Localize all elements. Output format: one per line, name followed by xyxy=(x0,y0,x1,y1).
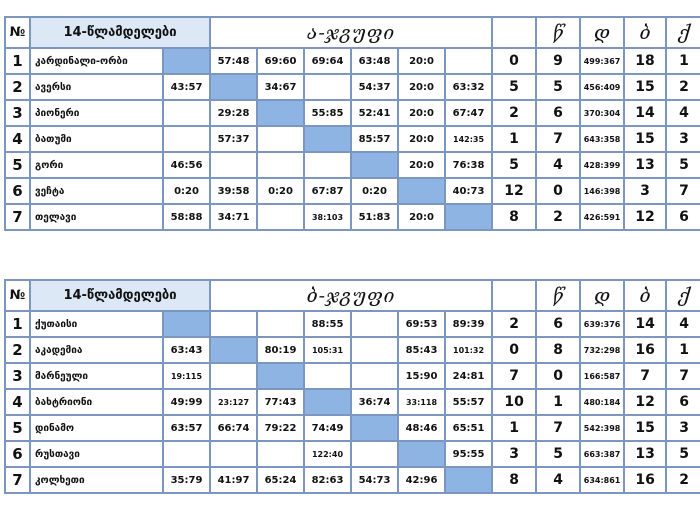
match-score: 54:73 xyxy=(351,467,398,493)
match-score: 51:83 xyxy=(351,204,398,230)
team-name: ბათუმი xyxy=(30,126,163,152)
team-name: გორი xyxy=(30,152,163,178)
team-row xyxy=(5,363,700,389)
team-number: 3 xyxy=(5,363,30,389)
match-score: 101:32 xyxy=(445,337,492,363)
match-score: 41:97 xyxy=(210,467,257,493)
team-number: 1 xyxy=(5,48,30,74)
match-score xyxy=(163,441,210,467)
self-match-cell xyxy=(445,467,492,493)
match-score: 74:49 xyxy=(304,415,351,441)
team-number: 2 xyxy=(5,337,30,363)
match-score: 19:115 xyxy=(163,363,210,389)
match-score: 80:19 xyxy=(257,337,304,363)
losses-count: 9 xyxy=(536,48,580,74)
match-score: 34:67 xyxy=(257,74,304,100)
team-number: 2 xyxy=(5,74,30,100)
self-match-cell xyxy=(351,152,398,178)
final-place: 1 xyxy=(666,337,700,363)
match-score xyxy=(351,363,398,389)
age-category-title: 14-წლამდელები xyxy=(30,17,210,48)
number-header: № xyxy=(5,17,30,48)
team-number: 4 xyxy=(5,126,30,152)
match-score: 33:118 xyxy=(398,389,445,415)
match-score: 40:73 xyxy=(445,178,492,204)
team-row xyxy=(5,467,700,493)
match-score: 85:57 xyxy=(351,126,398,152)
match-score: 34:71 xyxy=(210,204,257,230)
match-score: 20:0 xyxy=(398,204,445,230)
team-name: კარდინალი-ორბი xyxy=(30,48,163,74)
final-place: 6 xyxy=(666,389,700,415)
match-score: 77:43 xyxy=(257,389,304,415)
empty-header-cell xyxy=(492,280,536,311)
match-score xyxy=(163,100,210,126)
match-score: 20:0 xyxy=(398,100,445,126)
wins-count: 0 xyxy=(492,337,536,363)
self-match-cell xyxy=(257,100,304,126)
points-ratio: 634:861 xyxy=(580,467,624,493)
losses-count: 4 xyxy=(536,152,580,178)
final-place: 2 xyxy=(666,74,700,100)
team-row xyxy=(5,204,700,230)
final-place: 5 xyxy=(666,152,700,178)
match-score xyxy=(304,363,351,389)
self-match-cell xyxy=(210,74,257,100)
team-row xyxy=(5,415,700,441)
wins-count: 12 xyxy=(492,178,536,204)
group-a-table xyxy=(4,16,700,231)
column-header-q: ქ xyxy=(666,280,700,311)
total-points: 12 xyxy=(624,204,666,230)
self-match-cell xyxy=(210,337,257,363)
team-number: 7 xyxy=(5,467,30,493)
losses-count: 7 xyxy=(536,415,580,441)
total-points: 7 xyxy=(624,363,666,389)
losses-count: 8 xyxy=(536,337,580,363)
match-score xyxy=(351,337,398,363)
match-score xyxy=(351,311,398,337)
team-name: ბახტრიონი xyxy=(30,389,163,415)
match-score: 76:38 xyxy=(445,152,492,178)
group-b-table xyxy=(4,279,700,494)
age-category-title: 14-წლამდელები xyxy=(30,280,210,311)
match-score xyxy=(257,152,304,178)
losses-count: 2 xyxy=(536,204,580,230)
team-row xyxy=(5,100,700,126)
match-score xyxy=(210,363,257,389)
column-header-b: ბ xyxy=(624,280,666,311)
match-score: 15:90 xyxy=(398,363,445,389)
wins-count: 3 xyxy=(492,441,536,467)
final-place: 7 xyxy=(666,178,700,204)
self-match-cell xyxy=(445,204,492,230)
number-header: № xyxy=(5,280,30,311)
match-score: 42:96 xyxy=(398,467,445,493)
points-ratio: 643:358 xyxy=(580,126,624,152)
match-score: 0:20 xyxy=(351,178,398,204)
match-score xyxy=(304,152,351,178)
match-score: 54:37 xyxy=(351,74,398,100)
losses-count: 6 xyxy=(536,100,580,126)
points-ratio: 428:399 xyxy=(580,152,624,178)
match-score: 89:39 xyxy=(445,311,492,337)
self-match-cell xyxy=(163,48,210,74)
final-place: 3 xyxy=(666,126,700,152)
match-score: 58:88 xyxy=(163,204,210,230)
match-score: 63:57 xyxy=(163,415,210,441)
total-points: 15 xyxy=(624,74,666,100)
self-match-cell xyxy=(304,126,351,152)
match-score: 63:43 xyxy=(163,337,210,363)
losses-count: 4 xyxy=(536,467,580,493)
team-name: აკადემია xyxy=(30,337,163,363)
team-row xyxy=(5,311,700,337)
column-header-q: ქ xyxy=(666,17,700,48)
match-score: 65:51 xyxy=(445,415,492,441)
losses-count: 5 xyxy=(536,74,580,100)
match-score: 38:103 xyxy=(304,204,351,230)
total-points: 12 xyxy=(624,389,666,415)
match-score: 39:58 xyxy=(210,178,257,204)
match-score: 29:28 xyxy=(210,100,257,126)
match-score: 49:99 xyxy=(163,389,210,415)
team-name: თელავი xyxy=(30,204,163,230)
match-score: 105:31 xyxy=(304,337,351,363)
header-row xyxy=(5,17,700,48)
match-score: 55:57 xyxy=(445,389,492,415)
total-points: 14 xyxy=(624,311,666,337)
total-points: 15 xyxy=(624,126,666,152)
team-name: ავერსი xyxy=(30,74,163,100)
wins-count: 1 xyxy=(492,126,536,152)
self-match-cell xyxy=(398,178,445,204)
team-number: 5 xyxy=(5,152,30,178)
wins-count: 2 xyxy=(492,311,536,337)
column-header-d: დ xyxy=(580,17,624,48)
match-score xyxy=(257,126,304,152)
team-name: რუსთავი xyxy=(30,441,163,467)
column-header-b: ბ xyxy=(624,17,666,48)
match-score: 57:48 xyxy=(210,48,257,74)
team-number: 7 xyxy=(5,204,30,230)
match-score: 63:48 xyxy=(351,48,398,74)
total-points: 13 xyxy=(624,152,666,178)
team-row xyxy=(5,337,700,363)
team-name: ვეჩტა xyxy=(30,178,163,204)
match-score: 67:87 xyxy=(304,178,351,204)
points-ratio: 499:367 xyxy=(580,48,624,74)
self-match-cell xyxy=(398,441,445,467)
column-header-d: დ xyxy=(580,280,624,311)
standings-table xyxy=(4,16,700,231)
final-place: 6 xyxy=(666,204,700,230)
match-score: 69:60 xyxy=(257,48,304,74)
final-place: 5 xyxy=(666,441,700,467)
team-name: პიონერი xyxy=(30,100,163,126)
match-score xyxy=(210,311,257,337)
team-number: 3 xyxy=(5,100,30,126)
total-points: 15 xyxy=(624,415,666,441)
team-number: 4 xyxy=(5,389,30,415)
match-score: 46:56 xyxy=(163,152,210,178)
points-ratio: 639:376 xyxy=(580,311,624,337)
match-score: 36:74 xyxy=(351,389,398,415)
match-score xyxy=(257,204,304,230)
group-name: ა-ჯგუფი xyxy=(210,17,492,48)
team-row xyxy=(5,152,700,178)
self-match-cell xyxy=(351,415,398,441)
match-score xyxy=(210,152,257,178)
points-ratio: 166:587 xyxy=(580,363,624,389)
total-points: 3 xyxy=(624,178,666,204)
standings-table xyxy=(4,279,700,494)
match-score: 82:63 xyxy=(304,467,351,493)
final-place: 3 xyxy=(666,415,700,441)
match-score: 20:0 xyxy=(398,126,445,152)
match-score: 63:32 xyxy=(445,74,492,100)
match-score xyxy=(163,126,210,152)
team-name: ქუთაისი xyxy=(30,311,163,337)
match-score: 69:53 xyxy=(398,311,445,337)
points-ratio: 732:298 xyxy=(580,337,624,363)
team-row xyxy=(5,178,700,204)
final-place: 4 xyxy=(666,311,700,337)
wins-count: 1 xyxy=(492,415,536,441)
match-score xyxy=(304,74,351,100)
match-score: 67:47 xyxy=(445,100,492,126)
wins-count: 10 xyxy=(492,389,536,415)
match-score: 20:0 xyxy=(398,74,445,100)
final-place: 7 xyxy=(666,363,700,389)
team-name: მარნეული xyxy=(30,363,163,389)
match-score: 0:20 xyxy=(257,178,304,204)
match-score xyxy=(257,441,304,467)
match-score: 52:41 xyxy=(351,100,398,126)
team-name: დინამო xyxy=(30,415,163,441)
total-points: 16 xyxy=(624,337,666,363)
match-score: 0:20 xyxy=(163,178,210,204)
total-points: 14 xyxy=(624,100,666,126)
points-ratio: 456:409 xyxy=(580,74,624,100)
match-score: 95:55 xyxy=(445,441,492,467)
team-row xyxy=(5,48,700,74)
self-match-cell xyxy=(163,311,210,337)
losses-count: 6 xyxy=(536,311,580,337)
match-score: 20:0 xyxy=(398,48,445,74)
match-score: 20:0 xyxy=(398,152,445,178)
match-score: 57:37 xyxy=(210,126,257,152)
losses-count: 1 xyxy=(536,389,580,415)
points-ratio: 370:304 xyxy=(580,100,624,126)
header-row xyxy=(5,280,700,311)
points-ratio: 146:398 xyxy=(580,178,624,204)
total-points: 16 xyxy=(624,467,666,493)
group-name: ბ-ჯგუფი xyxy=(210,280,492,311)
empty-header-cell xyxy=(492,17,536,48)
match-score: 65:24 xyxy=(257,467,304,493)
match-score: 66:74 xyxy=(210,415,257,441)
match-score xyxy=(351,441,398,467)
team-row xyxy=(5,74,700,100)
self-match-cell xyxy=(257,363,304,389)
column-header-w: წ xyxy=(536,17,580,48)
match-score xyxy=(257,311,304,337)
losses-count: 0 xyxy=(536,178,580,204)
column-header-w: წ xyxy=(536,280,580,311)
wins-count: 5 xyxy=(492,152,536,178)
match-score: 24:81 xyxy=(445,363,492,389)
match-score xyxy=(210,441,257,467)
wins-count: 8 xyxy=(492,204,536,230)
match-score: 43:57 xyxy=(163,74,210,100)
match-score: 55:85 xyxy=(304,100,351,126)
team-row xyxy=(5,389,700,415)
points-ratio: 542:398 xyxy=(580,415,624,441)
team-row xyxy=(5,126,700,152)
total-points: 18 xyxy=(624,48,666,74)
losses-count: 0 xyxy=(536,363,580,389)
match-score: 142:35 xyxy=(445,126,492,152)
total-points: 13 xyxy=(624,441,666,467)
losses-count: 5 xyxy=(536,441,580,467)
match-score: 35:79 xyxy=(163,467,210,493)
final-place: 4 xyxy=(666,100,700,126)
wins-count: 7 xyxy=(492,363,536,389)
match-score: 85:43 xyxy=(398,337,445,363)
final-place: 2 xyxy=(666,467,700,493)
final-place: 1 xyxy=(666,48,700,74)
team-number: 1 xyxy=(5,311,30,337)
match-score: 122:40 xyxy=(304,441,351,467)
team-number: 5 xyxy=(5,415,30,441)
wins-count: 0 xyxy=(492,48,536,74)
points-ratio: 426:591 xyxy=(580,204,624,230)
match-score: 79:22 xyxy=(257,415,304,441)
match-score: 88:55 xyxy=(304,311,351,337)
team-name: კოლხეთი xyxy=(30,467,163,493)
wins-count: 5 xyxy=(492,74,536,100)
team-number: 6 xyxy=(5,178,30,204)
team-number: 6 xyxy=(5,441,30,467)
self-match-cell xyxy=(304,389,351,415)
match-score xyxy=(445,48,492,74)
wins-count: 8 xyxy=(492,467,536,493)
match-score: 23:127 xyxy=(210,389,257,415)
points-ratio: 480:184 xyxy=(580,389,624,415)
match-score: 48:46 xyxy=(398,415,445,441)
points-ratio: 663:387 xyxy=(580,441,624,467)
team-row xyxy=(5,441,700,467)
match-score: 69:64 xyxy=(304,48,351,74)
losses-count: 7 xyxy=(536,126,580,152)
wins-count: 2 xyxy=(492,100,536,126)
